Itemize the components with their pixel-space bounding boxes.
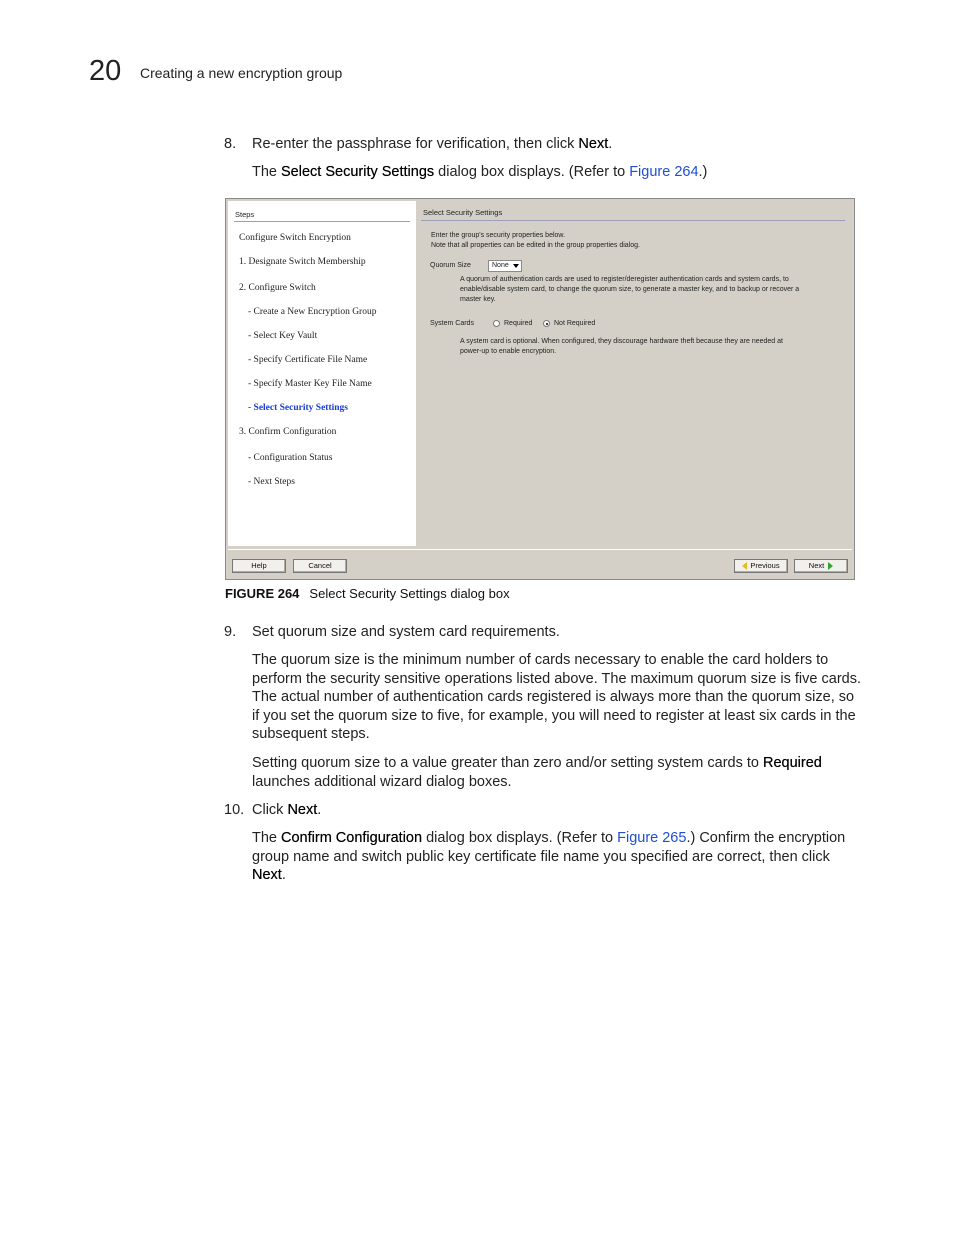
step-designate-switch-membership: 1. Designate Switch Membership <box>239 257 366 267</box>
step-9-para2-pre: Setting quorum size to a value greater than zero and/or setting system cards to <box>252 755 763 771</box>
radio-not-required[interactable] <box>543 320 550 327</box>
step-configuration-status: - Configuration Status <box>248 453 333 463</box>
arrow-left-icon <box>742 562 747 570</box>
select-security-settings-dialog <box>225 198 855 580</box>
help-button[interactable]: Help <box>232 559 286 573</box>
step-select-key-vault: - Select Key Vault <box>248 331 318 341</box>
step-8-paragraph <box>252 163 872 182</box>
step-10-text-post: . <box>317 802 322 818</box>
quorum-desc-line-1: A quorum of authentication cards are used to register/deregister authentication cards and system cards, to <box>460 276 789 283</box>
step-10-number: 10. <box>224 802 245 818</box>
step-10-para-line-1 <box>252 829 872 848</box>
step-9-para2-line-2: launches additional wizard dialog boxes. <box>252 773 512 790</box>
step-select-security-settings: - Select Security Settings <box>248 403 348 413</box>
steps-pane <box>228 201 416 546</box>
step-8-text <box>252 135 872 154</box>
steps-divider <box>234 221 410 222</box>
step-configure-switch: 2. Configure Switch <box>239 283 316 293</box>
step-10-para-line-3 <box>252 866 872 885</box>
step-9-paragraph-2 <box>252 754 872 791</box>
previous-button[interactable] <box>734 559 788 573</box>
quorum-size-dropdown[interactable] <box>488 260 522 272</box>
step-10-para-next: Next <box>252 867 282 884</box>
step-specify-master-key-file: - Specify Master Key File Name <box>248 379 372 389</box>
figure-label: FIGURE 264 <box>225 586 300 601</box>
step-next-steps: - Next Steps <box>248 477 295 487</box>
intro-line-2: Note that all properties can be edited in the group properties dialog. <box>431 242 640 249</box>
chevron-down-icon <box>513 264 519 268</box>
step-9-para2-strong: Required <box>763 755 822 771</box>
step-8-text-post: . <box>608 136 613 152</box>
step-9-para1-line-2: perform the security sensitive operations listed above. The maximum quorum size is five cards. <box>252 670 861 687</box>
figure-caption-text: Select Security Settings dialog box <box>309 586 510 601</box>
system-desc-line-2: power-up to enable encryption. <box>460 348 557 355</box>
step-8-para-strong: Select Security Settings <box>281 164 435 180</box>
cancel-button[interactable]: Cancel <box>293 559 347 573</box>
step-specify-certificate-file: - Specify Certificate File Name <box>248 355 368 365</box>
step-10-text-pre: Click <box>252 802 288 818</box>
system-desc-line-1: A system card is optional. When configured, they discourage hardware theft because they are needed at <box>460 338 783 345</box>
next-label: Next <box>808 561 825 570</box>
step-10-para-mid: dialog box displays. (Refer to <box>422 830 618 846</box>
settings-pane <box>417 201 852 546</box>
step-configure-switch-encryption: Configure Switch Encryption <box>239 233 351 243</box>
step-10-para-post: .) Confirm the encryption <box>686 830 846 846</box>
figure-caption <box>225 586 510 601</box>
next-button[interactable] <box>794 559 848 573</box>
previous-label: Previous <box>750 561 780 570</box>
arrow-right-icon <box>828 562 833 570</box>
radio-not-required-label: Not Required <box>554 320 596 327</box>
step-8-text-pre: Re-enter the passphrase for verification, then click <box>252 136 579 152</box>
step-9-number: 9. <box>224 624 237 640</box>
radio-required[interactable] <box>493 320 500 327</box>
radio-required-label: Required <box>504 320 533 327</box>
steps-header: Steps <box>235 210 255 219</box>
step-9-para1-line-1: The quorum size is the minimum number of cards necessary to enable the card holders to <box>252 652 829 668</box>
step-10-para-line-2: group name and switch public key certificate file name you specified are correct, then click <box>252 848 830 865</box>
step-10-paragraph <box>252 829 872 885</box>
step-9-para1-line-4: if you set the quorum size to five, for example, you will need to register at least six cards in the <box>252 707 856 724</box>
step-confirm-configuration: 3. Confirm Configuration <box>239 427 337 437</box>
intro-line-1: Enter the group's security properties below. <box>431 232 566 239</box>
step-10-para-pre: The <box>252 830 282 846</box>
chapter-title: Creating a new encryption group <box>140 65 343 81</box>
step-9-para1-line-3: The actual number of authentication cards registered is always more than the quorum size, so <box>252 689 855 706</box>
step-10-next: Next <box>287 802 318 818</box>
figure-265-link[interactable]: Figure 265 <box>617 830 687 846</box>
settings-divider <box>421 220 845 221</box>
chapter-number: 20 <box>89 55 122 87</box>
step-10-text <box>252 801 872 820</box>
quorum-desc-line-3: master key. <box>460 296 496 303</box>
dialog-button-bar <box>228 549 852 578</box>
system-cards-label: System Cards <box>430 320 474 327</box>
step-10-para-strong: Confirm Configuration <box>281 830 423 846</box>
quorum-size-label: Quorum Size <box>430 262 471 269</box>
settings-header: Select Security Settings <box>423 208 503 217</box>
step-9-paragraph-1 <box>252 651 872 744</box>
quorum-size-value: None <box>492 262 509 269</box>
step-9-para2-line-1 <box>252 754 872 773</box>
step-8-next: Next <box>578 136 609 152</box>
step-8-para-pre: The <box>252 164 282 180</box>
figure-264-link[interactable]: Figure 264 <box>629 164 699 180</box>
step-9-text: Set quorum size and system card requirements. <box>252 624 560 640</box>
step-9-para1-line-5: subsequent steps. <box>252 726 370 743</box>
step-create-encryption-group: - Create a New Encryption Group <box>248 307 377 317</box>
step-10-para-l3-post: . <box>281 867 286 884</box>
quorum-desc-line-2: enable/disable system card, to change the quorum size, to generate a master key, and to backup or recover a <box>460 286 800 293</box>
step-8-number: 8. <box>224 136 237 152</box>
step-8-para-mid: dialog box displays. (Refer to <box>434 164 630 180</box>
step-8-para-post: .) <box>698 164 708 180</box>
